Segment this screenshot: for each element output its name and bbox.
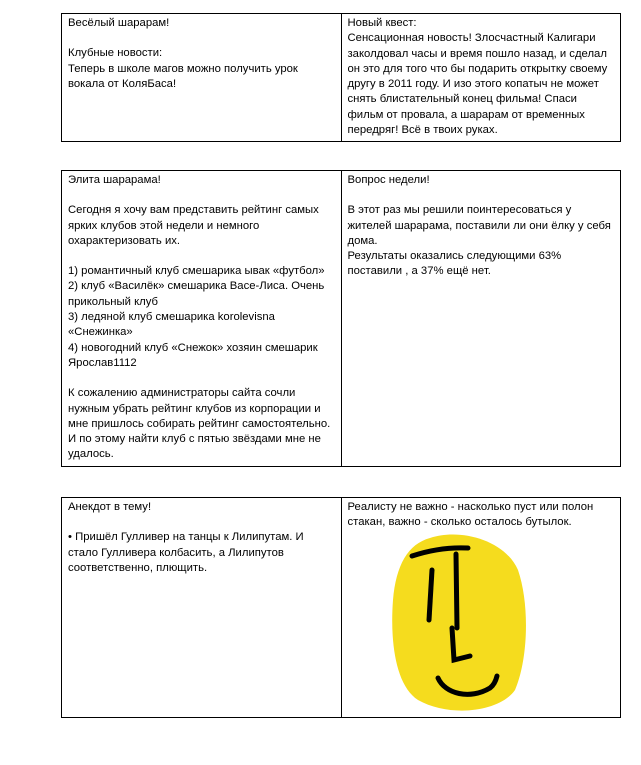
question-results: Результаты оказались следующими 63% поставили , а 37% ещё нет.: [347, 250, 562, 278]
joke-text-line: [68, 530, 335, 576]
elite-rating-cell: [62, 171, 342, 467]
bullet-icon: •: [68, 531, 72, 544]
question-title: Вопрос недели!: [347, 174, 430, 186]
new-quest-cell: [341, 14, 621, 142]
elite-block: [61, 170, 621, 467]
rating-item: 1) романтичный клуб смешарика ывак «футбол»: [68, 265, 325, 278]
joke-title: Анекдот в тему!: [68, 501, 152, 513]
smiley-face-drawing-icon: [390, 530, 530, 715]
rating-item: 3) ледяной клуб смешарика korolevisna «Снежинка»: [68, 311, 275, 339]
joke-block: [61, 497, 621, 718]
quest-title: Новый квест:: [347, 17, 417, 29]
club-title: Весёлый шарарам!: [68, 17, 170, 29]
club-news-cell: [62, 14, 342, 142]
rating-item: 4) новогодний клуб «Снежок» хозяин смешарик Ярослав1112: [68, 341, 318, 369]
realist-quote: Реалисту не важно - насколько пуст или полон стакан, важно - сколько осталось бутылок.: [347, 501, 594, 529]
elite-intro: Сегодня я хочу вам представить рейтинг самых ярких клубов этой недели и немного охарактеризовать их.: [68, 204, 319, 247]
joke-cell: [62, 498, 342, 718]
news-block: [61, 13, 621, 142]
club-news-text: Теперь в школе магов можно получить урок вокала от КоляБаса!: [68, 62, 298, 90]
face-right-eye: [456, 554, 457, 628]
elite-title: Элита шарарама!: [68, 174, 161, 186]
quest-text: Сенсационная новость! Злосчастный Калигари заколдовал часы и время пошло назад, и сделал он это для того что бы подарить открытку своему другу в 2011 году. И изо этого копатыч не может снять блистательный конец фильма! Спаси фильм от провала, а шарарам от временных передряг! Всё в твоих руках.: [347, 32, 608, 137]
joke-text: Пришёл Гулливер на танцы к Лилипутам. И стало Гулливера колбасить, а Лилипутов соответственно, плющить.: [68, 531, 304, 574]
week-question-cell: [341, 171, 621, 467]
rating-item: 2) клуб «Василёк» смешарика Васе-Лиса. Очень прикольный клуб: [68, 280, 325, 308]
question-text: В этот раз мы решили поинтересоваться у жителей шарарама, поставили ли они ёлку у себя дома.: [347, 204, 611, 247]
elite-outro: К сожалению администраторы сайта сочли нужным убрать рейтинг клубов из корпорации и мне пришлось собирать рейтинг самостоятельно. И по этому найти клуб с пятью звёздами мне не удалось.: [68, 387, 331, 461]
face-left-eye: [429, 570, 432, 620]
club-news-subtitle: Клубные новости:: [68, 47, 163, 60]
